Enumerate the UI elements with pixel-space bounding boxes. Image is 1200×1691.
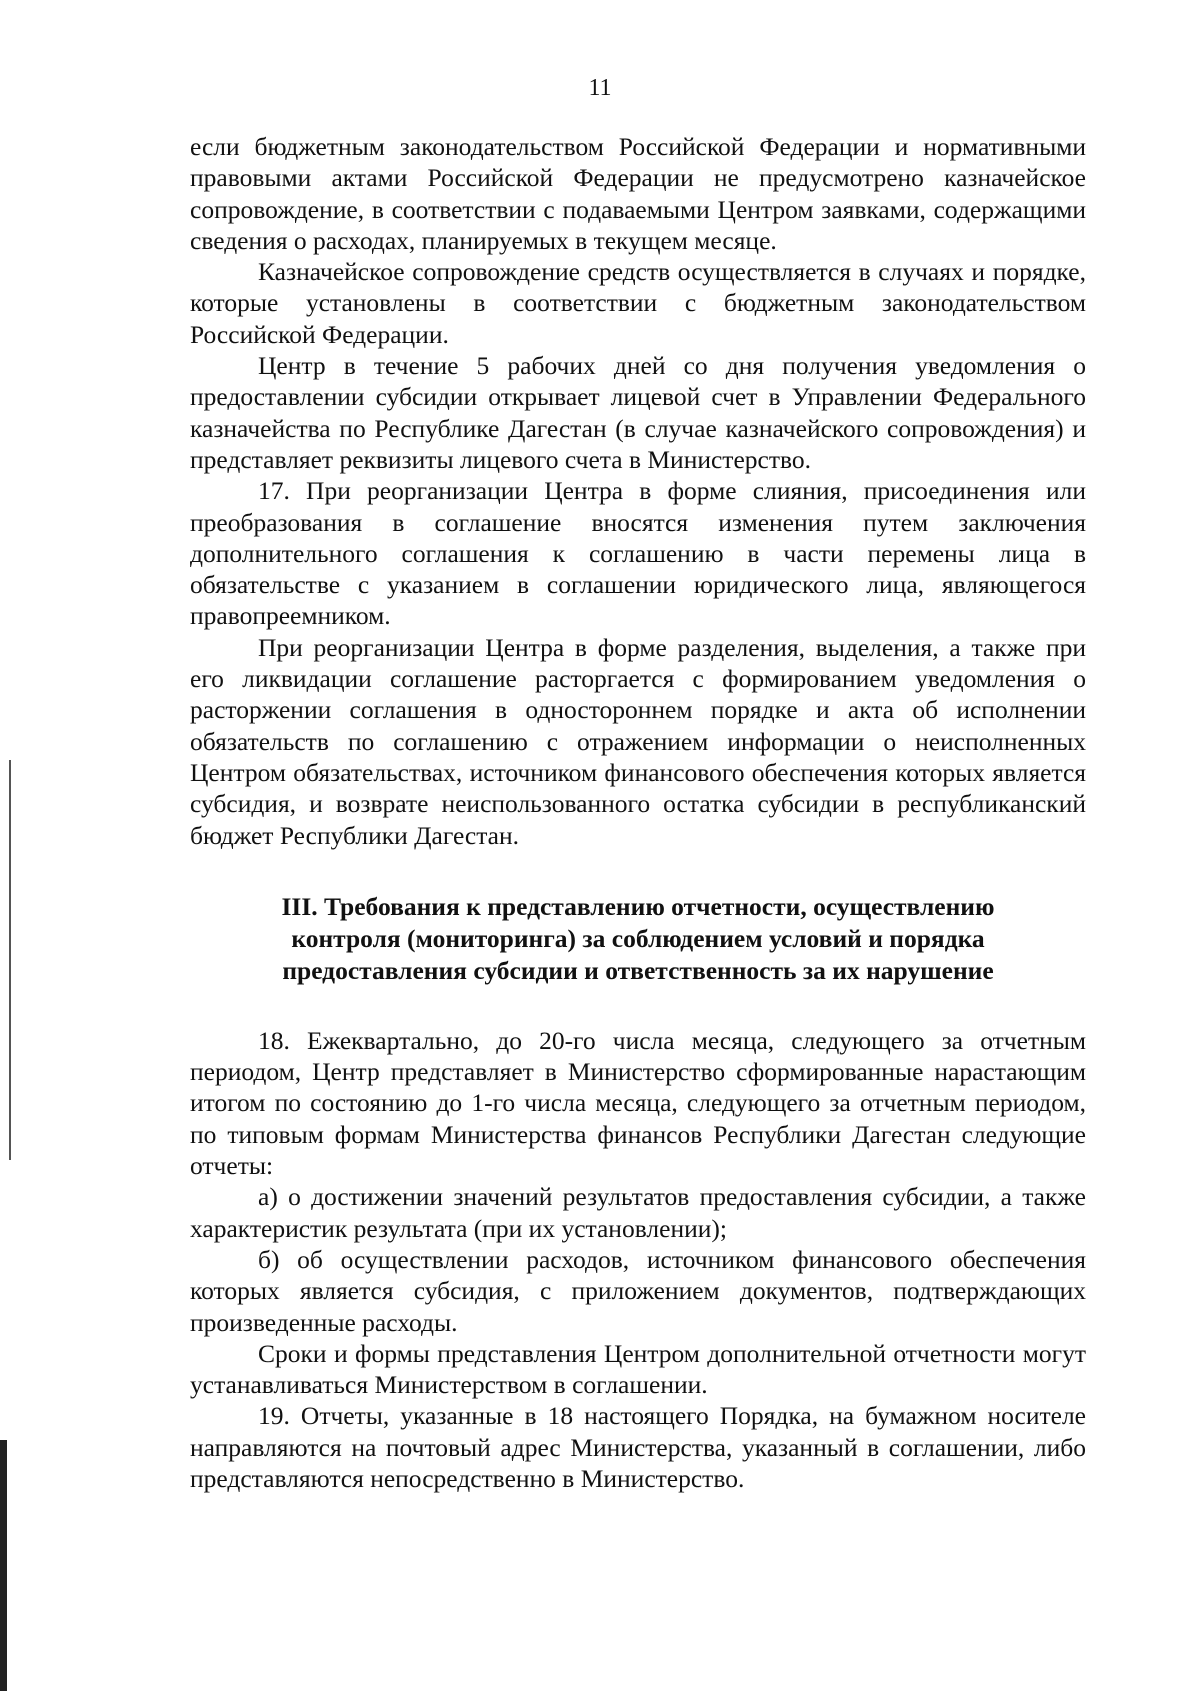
paragraph: если бюджетным законодательством Российской Федерации и нормативными правовыми актами Российской Федерации не предусмотрено казначейское сопровождение, в соответствии с подаваемыми Центром заявками, содержащими сведения о расходах, планируемых в текущем месяце.	[190, 132, 1086, 255]
paragraph: 19. Отчеты, указанные в 18 настоящего Порядка, на бумажном носителе направляются на почтовый адрес Министерства, указанный в соглашении, либо представляются непосредственно в Министерство.	[190, 1401, 1086, 1493]
paragraph: 17. При реорганизации Центра в форме слияния, присоединения или преобразования в соглашение вносятся изменения путем заключения дополнительного соглашения к соглашению в части перемены лица в обязательстве с указанием в соглашении юридического лица, являющегося правопреемником.	[190, 476, 1086, 631]
paragraph: 18. Ежеквартально, до 20-го числа месяца, следующего за отчетным периодом, Центр представляет в Министерство сформированные нарастающим итогом по состоянию до 1-го числа месяца, следующего за отчетным периодом, по типовым формам Министерства финансов Республики Дагестан следующие отчеты:	[190, 1025, 1086, 1181]
paragraphs-before-heading	[190, 131, 1086, 851]
paragraph: При реорганизации Центра в форме разделения, выделения, а также при его ликвидации соглашение расторгается с формированием уведомления о расторжении соглашения в одностороннем порядке и акта об исполнении обязательств по соглашению с отражением информации о неисполненных Центром обязательствах, источником финансового обеспечения которых является субсидия, и возврате неиспользованного остатка субсидии в республиканский бюджет Республики Дагестан.	[190, 632, 1086, 850]
paragraph: Сроки и формы представления Центром дополнительной отчетности могут устанавливаться Министерством в соглашении.	[190, 1338, 1086, 1400]
scan-margin-edge	[0, 1440, 7, 1691]
section-heading-line-2: контроля (мониторинга) за соблюдением условий и порядка	[291, 923, 985, 953]
paragraph: а) о достижении значений результатов предоставления субсидии, а также характеристик результата (при их установлении);	[190, 1182, 1086, 1243]
paragraph: Казначейское сопровождение средств осуществляется в случаях и порядке, которые установлены в соответствии с бюджетным законодательством Российской Федерации.	[190, 257, 1086, 349]
paragraph: Центр в течение 5 рабочих дней со дня получения уведомления о предоставлении субсидии открывает лицевой счет в Управлении Федерального казначейства по Республике Дагестан (в случае казначейского сопровождения) и представляет реквизиты лицевого счета в Министерство.	[190, 351, 1086, 474]
paragraph: б) об осуществлении расходов, источником финансового обеспечения которых является субсидия, с приложением документов, подтверждающих произведенные расходы.	[190, 1244, 1086, 1337]
page-number: 11	[588, 75, 612, 101]
paragraphs-after-heading	[190, 1025, 1086, 1494]
section-heading	[190, 891, 1086, 987]
document-body	[190, 131, 1086, 1494]
section-heading-line-3: предоставления субсидии и ответственность за их нарушение	[282, 955, 994, 985]
scan-margin-mark	[9, 760, 11, 1160]
section-heading-line-1: III. Требования к представлению отчетности, осуществлению	[281, 891, 995, 921]
